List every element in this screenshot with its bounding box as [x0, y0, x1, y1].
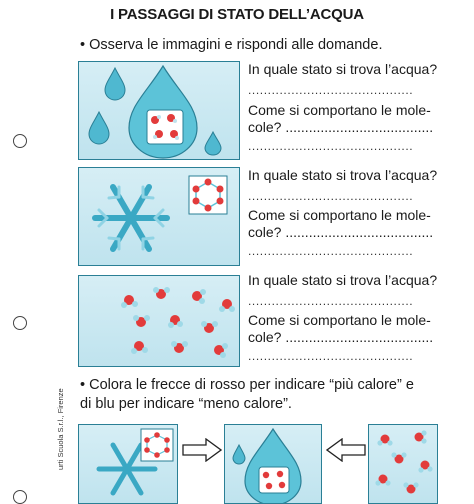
answer-line-state-3[interactable]: .......................................... [248, 294, 414, 308]
solid-ice-panel [78, 167, 240, 266]
question-molecules-3-cont[interactable]: cole? ...................................... [248, 329, 434, 345]
question-molecules-3: Come si comportano le mole- [248, 312, 431, 328]
answer-line-molecules-3[interactable]: .......................................... [248, 349, 414, 363]
sequence-vapor-panel [368, 424, 438, 504]
gas-vapor-panel [78, 275, 240, 367]
binder-hole-bottom [13, 490, 27, 504]
binder-hole-top [13, 134, 27, 148]
water-drop-icon [225, 425, 322, 504]
question-molecules-2-cont[interactable]: cole? ...................................... [248, 224, 434, 240]
answer-line-molecules-1[interactable]: .......................................... [248, 139, 414, 153]
instruction-color-arrows-line2: di blu per indicare “meno calore”. [80, 396, 292, 412]
answer-line-molecules-2[interactable]: .......................................... [248, 244, 414, 258]
question-state-2: In quale stato si trova l’acqua? [248, 167, 438, 183]
sequence-ice-panel [78, 424, 178, 504]
answer-line-state-2[interactable]: .......................................... [248, 189, 414, 203]
water-drop-icon [79, 62, 240, 160]
sequence-water-panel [224, 424, 322, 504]
liquid-water-panel [78, 61, 240, 160]
answer-line-state-1[interactable]: .......................................... [248, 83, 414, 97]
vapor-molecules-icon [79, 276, 240, 367]
question-molecules-2: Come si comportano le mole- [248, 207, 431, 223]
snowflake-icon [79, 168, 240, 266]
question-molecules-1-cont[interactable]: cole? ...................................... [248, 119, 434, 135]
page-title: I PASSAGGI DI STATO DELL’ACQUA [110, 6, 364, 23]
arrow-left-icon[interactable] [326, 438, 366, 462]
binder-hole-middle [13, 316, 27, 330]
question-molecules-1: Come si comportano le mole- [248, 102, 431, 118]
instruction-observe: • Osserva le immagini e rispondi alle domande. [80, 37, 383, 53]
question-state-3: In quale stato si trova l’acqua? [248, 272, 438, 288]
instruction-color-arrows-line1: • Colora le frecce di rosso per indicare “più calore” e [80, 377, 414, 393]
publisher-credit: urti Scuola S.r.l., Firenze [56, 388, 65, 470]
arrow-right-icon[interactable] [182, 438, 222, 462]
vapor-molecules-icon [369, 425, 438, 504]
question-state-1: In quale stato si trova l’acqua? [248, 61, 438, 77]
snowflake-icon [79, 425, 178, 504]
